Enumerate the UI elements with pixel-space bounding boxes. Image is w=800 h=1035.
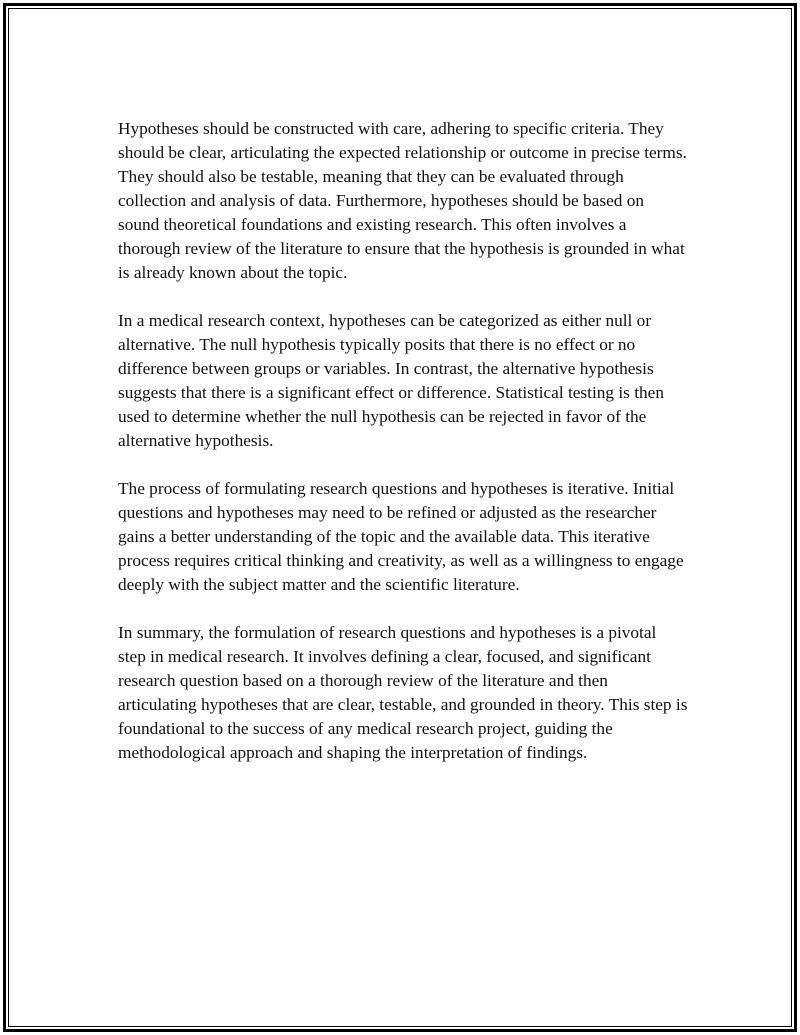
paragraph-hypothesis-criteria: Hypotheses should be constructed with care, adhering to specific criteria. They should be clear, articulating the expected relationship or outcome in precise terms. They should also be testable, meaning that they can be evaluated through collection and analysis of data. Furthermore, hypotheses should be based on sound theoretical foundations and existing research. This often involves a thorough review of the literature to ensure that the hypothesis is grounded in what is already known about the topic. [118, 119, 687, 282]
paragraph-iterative-process: The process of formulating research questions and hypotheses is iterative. Initial questions and hypotheses may need to be refined or adjusted as the researcher gains a better understanding of the topic and the available data. This iterative process requires critical thinking and creativity, as well as a willingness to engage deeply with the subject matter and the scientific literature. [118, 479, 684, 594]
paragraph-summary: In summary, the formulation of research questions and hypotheses is a pivotal step in medical research. It involves defining a clear, focused, and significant research question based on a thorough review of the literature and then articulating hypotheses that are clear, testable, and grounded in theory. This step is foundational to the success of any medical research project, guiding the methodological approach and shaping the interpretation of findings. [118, 623, 688, 762]
document-body [118, 117, 688, 789]
paragraph-null-alternative: In a medical research context, hypotheses can be categorized as either null or alternative. The null hypothesis typically posits that there is no effect or no difference between groups or variables. In contrast, the alternative hypothesis suggests that there is a significant effect or difference. Statistical testing is then used to determine whether the null hypothesis can be rejected in favor of the alternative hypothesis. [118, 311, 664, 450]
